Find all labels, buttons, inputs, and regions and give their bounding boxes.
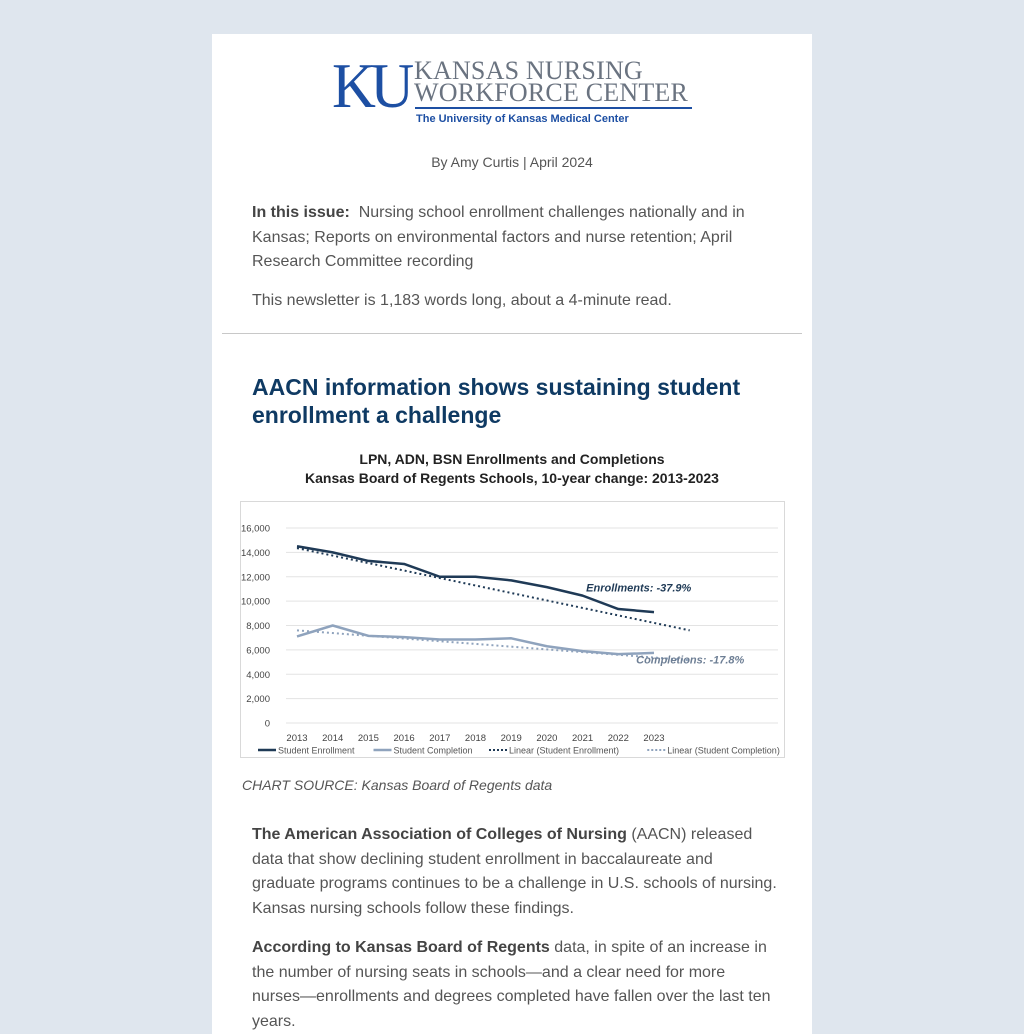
x-tick-label: 2020 (536, 733, 558, 744)
y-tick-label: 16,000 (240, 523, 270, 535)
y-tick-label: 10,000 (240, 596, 270, 608)
paragraph-regents (252, 936, 777, 1034)
article-headline[interactable]: AACN information shows sustaining student enrollment a challenge (252, 374, 741, 428)
y-tick-label: 6,000 (246, 645, 270, 657)
x-tick-label: 2014 (322, 733, 344, 744)
issue-text: Nursing school enrollment challenges nationally and in Kansas; Reports on environmental factors and nurse retention; April Research Committee recording (252, 204, 745, 270)
legend-label: Student Completion (393, 745, 473, 756)
x-tick-label: 2017 (429, 733, 451, 744)
y-tick-label: 2,000 (246, 694, 270, 706)
regents-text: data, in spite of an increase in the number of nursing seats in schools—and a clear need for more nurses—enrollments and degrees completed have fallen over the last ten years. (252, 939, 771, 1030)
newsletter-card (212, 34, 812, 1034)
enrollment-chart (240, 501, 786, 759)
x-tick-label: 2022 (607, 733, 629, 744)
ku-logo-mark: KU (332, 50, 409, 121)
legend-label: Linear (Student Completion) (667, 745, 780, 756)
logo-rule (415, 107, 692, 109)
y-tick-label: 12,000 (240, 572, 270, 584)
chart-subtitle: Kansas Board of Regents Schools, 10-year change: 2013-2023 (305, 470, 719, 486)
x-tick-label: 2015 (357, 733, 379, 744)
read-length-note: This newsletter is 1,183 words long, about a 4-minute read. (252, 292, 672, 309)
aacn-text: (AACN) released data that show declining student enrollment in baccalaureate and graduate programs continues to be a challenge in U.S. schools of nursing. Kansas nursing schools follow these findings. (252, 826, 777, 917)
y-tick-label: 14,000 (240, 547, 270, 559)
chart-annotation: Enrollments: -37.9% (586, 582, 692, 595)
x-tick-label: 2021 (572, 733, 594, 744)
y-tick-label: 4,000 (246, 669, 270, 681)
y-tick-label: 8,000 (246, 621, 270, 632)
chart-annotation: Completions: -17.8% (636, 654, 745, 667)
issue-label: In this issue: (252, 204, 350, 221)
x-tick-label: 2023 (643, 733, 665, 744)
logo-line-1: KANSAS NURSING (414, 56, 643, 85)
x-tick-label: 2016 (393, 733, 415, 744)
section-divider (222, 333, 802, 334)
paragraph-aacn (252, 823, 777, 921)
x-tick-label: 2018 (464, 733, 487, 744)
x-tick-label: 2013 (286, 733, 308, 744)
legend-label: Student Enrollment (278, 745, 355, 756)
chart-title: LPN, ADN, BSN Enrollments and Completions (359, 451, 665, 467)
regents-bold: According to Kansas Board of Regents (252, 939, 550, 956)
x-tick-label: 2019 (500, 733, 522, 744)
legend-label: Linear (Student Enrollment) (509, 745, 620, 756)
kansas-nursing-workforce-center-logo[interactable] (332, 50, 694, 128)
aacn-bold: The American Association of Colleges of Nursing (252, 826, 627, 843)
logo-line-2: WORKFORCE CENTER (414, 78, 689, 107)
byline: By Amy Curtis | April 2024 (431, 154, 593, 170)
in-this-issue (252, 201, 772, 275)
logo-subtitle: The University of Kansas Medical Center (416, 113, 629, 125)
chart-source: CHART SOURCE: Kansas Board of Regents data (242, 777, 553, 793)
y-tick-label: 0 (264, 718, 270, 730)
